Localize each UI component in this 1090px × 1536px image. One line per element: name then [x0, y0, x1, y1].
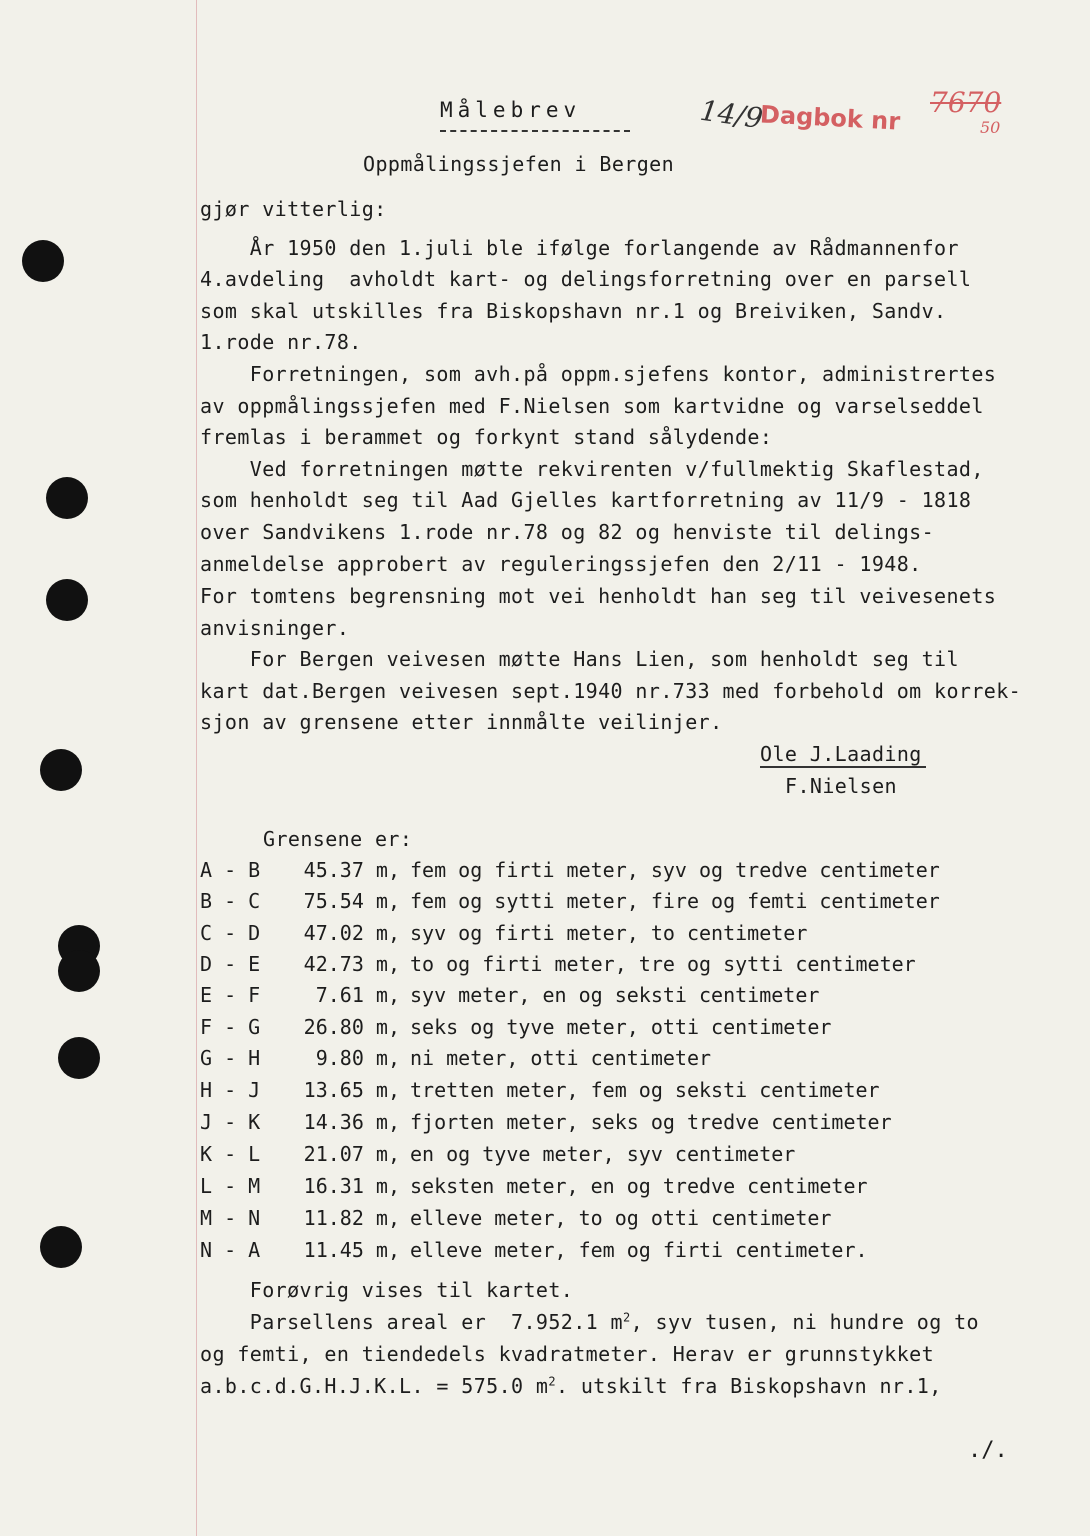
stamp-date: 14/9	[698, 93, 765, 136]
area-text: Parsellens areal er 7.952.1 m	[200, 1310, 623, 1334]
text-line: For Bergen veivesen møtte Hans Lien, som henholdt seg til	[200, 647, 959, 671]
boundary-code: M - N	[200, 1206, 261, 1230]
boundary-distance: 47.02 m,	[303, 921, 400, 945]
punch-hole	[46, 579, 88, 621]
boundary-distance: 13.65 m,	[303, 1078, 400, 1102]
boundary-words: fem og firti meter, syv og tredve centimeter	[410, 858, 940, 882]
margin-line	[196, 0, 197, 1536]
text-line: Ved forretningen møtte rekvirenten v/fullmektig Skaflestad,	[200, 457, 984, 481]
boundary-distance: 14.36 m,	[303, 1110, 400, 1134]
text-line: over Sandvikens 1.rode nr.78 og 82 og henviste til delings-	[200, 520, 935, 544]
superscript: 2	[548, 1374, 556, 1389]
boundary-words: to og firti meter, tre og sytti centimeter	[410, 952, 916, 976]
boundary-words: syv og firti meter, to centimeter	[410, 921, 808, 945]
boundary-words: ni meter, otti centimeter	[410, 1046, 712, 1070]
text-line: sjon av grensene etter innmålte veilinjer.	[200, 710, 723, 734]
closing-line	[200, 1374, 942, 1398]
text-line: kart dat.Bergen veivesen sept.1940 nr.733 med forbehold om korrek-	[200, 679, 1022, 703]
boundary-distance: 45.37 m,	[303, 858, 400, 882]
boundary-words: en og tyve meter, syv centimeter	[410, 1142, 796, 1166]
boundary-distance: 7.61 m,	[315, 983, 400, 1007]
document-title: Målebrev	[440, 98, 582, 122]
text-line: For tomtens begrensning mot vei henholdt han seg til veivesenets	[200, 584, 997, 608]
text-line: av oppmålingssjefen med F.Nielsen som kartvidne og varselseddel	[200, 394, 984, 418]
boundary-distance: 11.45 m,	[303, 1238, 400, 1262]
boundary-code: N - A	[200, 1238, 261, 1262]
punch-hole	[46, 477, 88, 519]
text-line: anvisninger.	[200, 616, 350, 640]
text-line: År 1950 den 1.juli ble ifølge forlangende av Rådmannenfor	[200, 236, 959, 260]
area-text: , syv tusen, ni hundre og to	[630, 1310, 979, 1334]
text-line: anmeldelse approbert av reguleringssjefen den 2/11 - 1948.	[200, 552, 922, 576]
boundary-distance: 21.07 m,	[303, 1142, 400, 1166]
punch-hole	[58, 950, 100, 992]
journal-number: 7670	[930, 86, 1002, 119]
boundary-words: fjorten meter, seks og tredve centimeter	[410, 1110, 892, 1134]
area-text: a.b.c.d.G.H.J.K.L. = 575.0 m	[200, 1374, 549, 1398]
journal-year: 50	[980, 118, 1001, 137]
punch-hole	[58, 1037, 100, 1079]
boundary-code: G - H	[200, 1046, 261, 1070]
boundary-code: J - K	[200, 1110, 261, 1134]
boundary-code: A - B	[200, 858, 261, 882]
boundary-distance: 42.73 m,	[303, 952, 400, 976]
boundary-words: elleve meter, fem og firti centimeter.	[410, 1238, 868, 1262]
boundary-distance: 26.80 m,	[303, 1015, 400, 1039]
journal-stamp: Dagbok nr	[759, 100, 901, 136]
title-underline	[440, 130, 630, 132]
signature-underline	[760, 766, 926, 768]
boundaries-heading: Grensene er:	[263, 827, 413, 851]
boundary-code: E - F	[200, 983, 261, 1007]
boundary-code: D - E	[200, 952, 261, 976]
text-line: som skal utskilles fra Biskopshavn nr.1 og Breiviken, Sandv.	[200, 299, 947, 323]
boundary-distance: 9.80 m,	[315, 1046, 400, 1070]
issuer: Oppmålingssjefen i Bergen	[363, 152, 675, 176]
text-line: som henholdt seg til Aad Gjelles kartforretning av 11/9 - 1818	[200, 488, 972, 512]
punch-hole	[40, 1226, 82, 1268]
text-line: gjør vitterlig:	[200, 197, 387, 221]
text-line: fremlas i berammet og forkynt stand sålydende:	[200, 425, 773, 449]
signature-name: Ole J.Laading	[760, 742, 922, 766]
boundary-words: fem og sytti meter, fire og femti centimeter	[410, 889, 940, 913]
boundary-code: L - M	[200, 1174, 261, 1198]
boundary-code: K - L	[200, 1142, 261, 1166]
punch-hole	[40, 749, 82, 791]
boundary-words: tretten meter, fem og seksti centimeter	[410, 1078, 880, 1102]
closing-line: og femti, en tiendedels kvadratmeter. Herav er grunnstykket	[200, 1342, 935, 1366]
punch-hole	[22, 240, 64, 282]
boundary-code: B - C	[200, 889, 261, 913]
area-text: . utskilt fra Biskopshavn nr.1,	[555, 1374, 942, 1398]
superscript: 2	[623, 1310, 631, 1325]
closing-line	[200, 1310, 979, 1334]
boundary-words: seksten meter, en og tredve centimeter	[410, 1174, 868, 1198]
boundary-distance: 11.82 m,	[303, 1206, 400, 1230]
text-line: 4.avdeling avholdt kart- og delingsforretning over en parsell	[200, 267, 972, 291]
continuation-mark: ./.	[968, 1438, 1008, 1463]
closing-line: Forøvrig vises til kartet.	[200, 1278, 574, 1302]
text-line: Forretningen, som avh.på oppm.sjefens kontor, administrertes	[200, 362, 997, 386]
boundary-distance: 75.54 m,	[303, 889, 400, 913]
boundary-code: C - D	[200, 921, 261, 945]
signature-name: F.Nielsen	[785, 774, 897, 798]
text-line: 1.rode nr.78.	[200, 330, 362, 354]
boundary-words: syv meter, en og seksti centimeter	[410, 983, 820, 1007]
boundary-words: seks og tyve meter, otti centimeter	[410, 1015, 832, 1039]
boundary-code: H - J	[200, 1078, 261, 1102]
boundary-words: elleve meter, to og otti centimeter	[410, 1206, 832, 1230]
boundary-code: F - G	[200, 1015, 261, 1039]
boundary-distance: 16.31 m,	[303, 1174, 400, 1198]
